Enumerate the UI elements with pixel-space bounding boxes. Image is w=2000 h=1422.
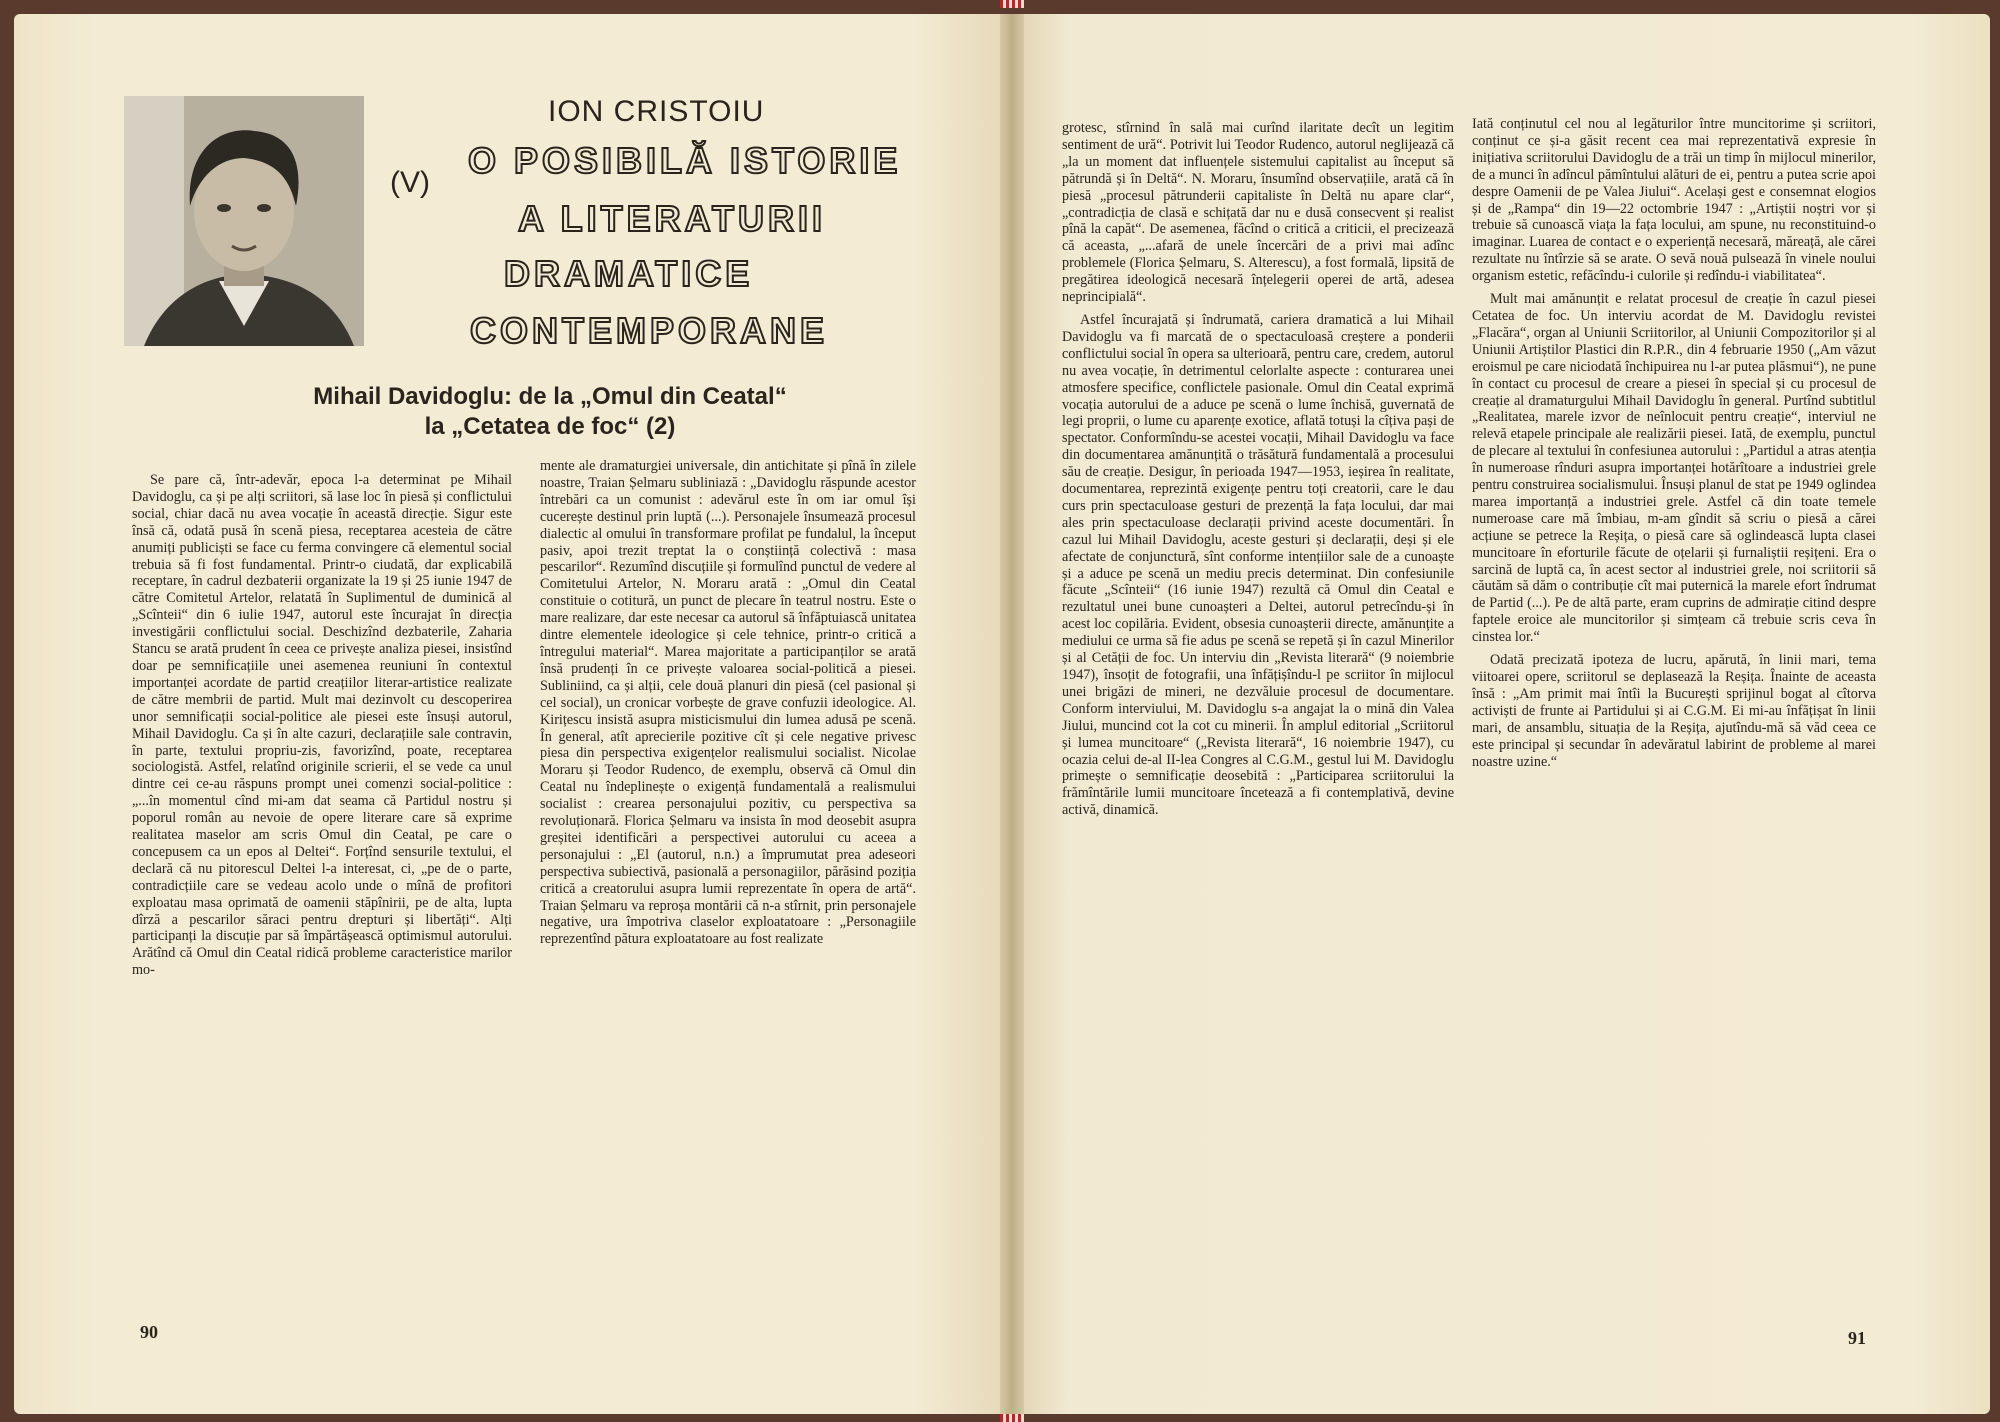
book-gutter	[1000, 14, 1024, 1414]
paragraph: Astfel încurajată și îndrumată, cariera dramatică a lui Mihail Davidoglu va fi marcată de o spectaculoasă creștere a ponderii conflictului social în opera sa ulterioară, pentru care, credem, autorul nu avea vocație, în detrimentul celorlalte aspecte : conturarea unei atmosfere specifice, conflictele pasionale. Omul din Ceatal exprimă vocația autorului de a aduce pe scenă o lume închisă, guvernată de legi proprii, o lume cu aparențe exotice, aflată totuși la cîțiva pași de spectator. Conformîndu-se acestei vocații, Mihail Davidoglu va face din documentarea amănunțită o trăsătură fundamentală a procesului său de creație. Desigur, în perioada 1947—1953, ieșirea în realitate, documentarea, reprezintă exigențe pentru toți creatorii, care le dau curs prin spectaculoase gesturi de prezență la fața locului, dar mai ales prin spectaculoase declarații privind aceste documentări. În cazul lui Mihail Davidoglu, aceste gesturi și declarații, deși și ele afectate de conjunctură, sînt conforme intențiilor sale de a cunoaște și a aduce pe scenă un mediu precis determinat. Din confesiunile făcute „Scînteii“ (16 iunie 1947) rezultă că Omul din Ceatal e rezultatul unei bune cunoașteri a Deltei, autorul petrecîndu-și în acest loc copilăria. Evident, obsesia cunoașterii directe, amănunțite a mediului ce urma să fie adus pe scenă se repetă și în cazul Minerilor și al Cetății de foc. Un interviu din „Revista literară“ (9 noiembrie 1947), însoțit de fotografii, una înfățișîndu-l pe scriitor în mijlocul unei brigăzi de mineri, ne dezvăluie procesul de documentare. Conform interviului, M. Davidoglu s-a angajat la o mină din Valea Jiului, muncind cot la cot cu minerii. În amplul editorial „Scriitorul și lumea muncitoare“ („Revista literară“, 16 noiembrie 1947), cu ocazia celui de-al II-lea Congres al C.G.M., gestul lui M. Davidoglu primește o semnificație deosebită : „Participarea scriitorului la frămîntările lumii muncitoare încetează a fi contemplativă, devine activă, dinamică.	[1062, 311, 1454, 819]
portrait-illustration	[124, 96, 364, 346]
binding-stitch-bottom	[1000, 1414, 1024, 1422]
page-number-left: 90	[140, 1322, 158, 1342]
paragraph: Se pare că, într-adevăr, epoca l-a determinat pe Mihail Davidoglu, ca și pe alți scriitori, să lase loc în piesă și conflictului social, chiar dacă nu avea vocație în această direcție. Sigur este însă că, odată pusă în scenă piesa, receptarea acesteia de către anumiți publiciști se face cu ferma convingere că elementul social trebuia să fi fost fundamental. Printr-o ciudată, dar explicabilă receptare, în cadrul dezbaterii organizate la 19 și 25 iunie 1947 de către Comitetul Artelor, relatată în Suplimentul de duminică al „Scînteii“ din 6 iulie 1947, autorul este încurajat în direcția investigării conflictului social. Deschizînd dezbaterile, Zaharia Stancu se arată prudent în ceea ce privește analiza piesei, insistînd doar pe semnificațiile unei asemenea reuniuni în contextul importanței acordate de partid creațiilor literar-artistice realizate de către membrii de partid. Mult mai dezinvolt cu descoperirea unor semnificații social-politice ale piesei este însuși autorul, Mihail Davidoglu. Ca și în alte cazuri, declarațiile sale contravin, în parte, textului propriu-zis, favorizînd, poate, receptarea sociologistă. Astfel, relatînd originile scrierii, el se vede ca unul dintre cei ce-au răspuns prompt unei comenzi social-politice : „...în momentul cînd mi-am dat seama că Partidul nostru și poporul român au nevoie de opere literare care să exprime realitatea maselor am scris Omul din Ceatal, pe care o concepusem ca un epos al Deltei“. Forțînd sensurile textului, el declară că nu pitorescul Deltei l-a interesat, ci, „pe de o parte, contradicțiile care se vedeau acolo unde o mînă de profitori exploatau masa oprimată de oamenii stăpînirii, pe de alta, lupta dîrză a pescarilor săraci pentru drepturi și libertăți“. Alți participanți la discuție par să împărtășească optimismul autorului. Arătînd că Omul din Ceatal ridică probleme caracteristice marilor mo-	[132, 472, 512, 979]
series-title-line-1: O POSIBILĂ ISTORIE	[468, 140, 902, 181]
paragraph: Mult mai amănunțit e relatat procesul de creație în cazul piesei Cetatea de foc. Un interviu acordat de M. Davidoglu revistei „Flacăra“, organ al Uniunii Scriitorilor, al Uniunii Compozitorilor și al Uniunii Artiștilor Plastici din R.P.R., din 4 februarie 1950 („Am văzut eroismul pe care niciodată închipuirea nu l-ar putea plăsmui“), ne pune în contact cu procesul de creare a piesei în special și cu procesul de creație al dramaturgului Mihail Davidoglu în general. Purtînd subtitlul „Realitatea, marele izvor de neînlocuit pentru creație“, interviul ne relevă etapele principale ale realizării piesei. Iată, de exemplu, punctul de plecare al textului în confesiunea autorului : „Partidul a atras atenția în numeroase rînduri asupra importanței hotărîtoare a industriei grele pentru construirea socialismului. Însuși planul de stat pe 1949 oglindea marea importanță a industriei grele. Astfel că din toate temele numeroase care mă îmbiau, m-am gîndit să scriu o piesă a cărei acțiune se petrece la Reșița, o piesă care să oglindească lupta clasei muncitoare în eforturile făcute de oțelarii și furnaliștii reșițeni. Era o sarcină de luptă ca, în acest sector al industriei grele, noi scriitorii să căutăm să dăm o contribuție cît mai puternică la marele efort îndrumat de Partid (...). Pe de altă parte, eram cuprins de admirație citind despre faptele eroice ale muncitorilor și simțeam că trebuie scris ceva în cinstea lor.“	[1472, 291, 1876, 646]
series-title-line-4: CONTEMPORANE	[470, 310, 829, 351]
article-subtitle-line-2: la „Cetatea de foc“ (2)	[424, 413, 676, 440]
paragraph: Odată precizată ipoteza de lucru, apărută, în linii mari, tema viitoarei opere, scriitorul se deplasează la Reșița. Înainte de aceasta însă : „Am primit mai întîi la București sprijinul bogat al cîtorva activiști de frunte ai Partidului și ai C.G.M. Ei mi-au înfățișat în linii mari, de ansamblu, situația de la Reșița, ajutîndu-mă să văd ceea ce este principal și secundar în adevăratul labirint de probleme al marei noastre uzine.“	[1472, 652, 1876, 770]
author-photo	[124, 96, 364, 346]
series-title-line-3: DRAMATICE	[504, 253, 754, 294]
page-number-right: 91	[1848, 1328, 1866, 1348]
author-name: ION CRISTOIU	[548, 95, 765, 128]
paragraph: mente ale dramaturgiei universale, din antichitate și pînă în zilele noastre, Traian Șelmaru subliniază : „Davidoglu răspunde acestor întrebări ca un comunist : adevărul este în om iar omul își cucerește destinul prin luptă (...). Personajele însumează procesul dialectic al omului în transformare profilat pe fundalul, la început pasiv, apoi trezit treptat la o conștiință colectivă : masa pescarilor“. Rezumînd discuțiile și formulînd punctul de vedere al Comitetului Artelor, N. Moraru arată : „Omul din Ceatal constituie o cotitură, un punct de plecare în teatrul nostru. Este o mare realizare, dar este necesar ca autorul să înfăptuiască unitatea dintre elementele ideologice și cele tehnice, printr-o critică a întregului material“. Marea majoritate a participanților se arată însă prudenți în ce privește valoarea social-politică a piesei. Subliniind, ca și alții, cele două planuri din piesă (cel pasional și cel social), un cronicar vorbește de grave confuzii ideologice. Al. Kirițescu insistă asupra misticismului din lumea adusă pe scenă. În general, atît aprecierile pozitive cît și cele negative privesc piesa din perspectiva exigențelor realismului socialist. Nicolae Moraru și Teodor Rudenco, de exemplu, observă că Omul din Ceatal nu îndeplinește o exigență fundamentală a realismului socialist : crearea personajului pozitiv, cu perspectiva sa revoluționară. Florica Șelmaru va insista în mod deosebit asupra greșitei identificări a perspectivei autorului cu aceea a personajului : „El (autorul, n.n.) a împrumutat prea adeseori perspectiva subiectivă, pasională a personagiilor, părăsind poziția critică a creatorului asupra lumii reprezentate în opera de artă“. Traian Șelmaru va reproșa montării că n-a stîrnit, prin personajele negative, ura împotriva claselor exploatatoare : „Personagiile reprezentînd pătura exploatatoare au fost realizate	[540, 458, 916, 948]
text-column-2	[540, 458, 916, 1300]
series-title-line-2: A LITERATURII	[518, 198, 826, 239]
binding-stitch-top	[1000, 0, 1024, 8]
article-subtitle-line-1: Mihail Davidoglu: de la „Omul din Ceatal“	[313, 383, 787, 410]
part-label: (V)	[390, 166, 430, 199]
text-column-3	[1062, 120, 1454, 1310]
paragraph: Iată conținutul cel nou al legăturilor între muncitorime și scriitori, conținut ce și-a găsit recent cea mai reprezentativă expresie în inițiativa scriitorului Davidoglu de a trăi un timp în mijlocul minerilor, de a munci în adîncul pămîntului alături de ei, pentru a putea scrie apoi despre Oamenii de pe Valea Jiului“. Același gest e consemnat elogios și de „Rampa“ din 19—22 octombrie 1947 : „Artiștii noștri vor și trebuie să cunoască viața la fața locului, am spune, nu reconstituind-o imaginar. Luarea de contact e o experiență necesară, măreață, ale cărei rezultate nu întîrzie să se arate. O sevă nouă pulsează în vinele noului organism estetic, refăcîndu-i culorile și redîndu-i viabilitatea“.	[1472, 116, 1876, 285]
text-column-4	[1472, 116, 1876, 1308]
text-column-1	[132, 472, 512, 1300]
paragraph: grotesc, stîrnind în sală mai curînd ilaritate decît un legitim sentiment de ură“. Potrivit lui Teodor Rudenco, autorul neglijează că „la un moment dat influențele sistemului capitalist au început să pătrundă și în Deltă“. N. Moraru, însumînd observațiile, arată că în piesă „procesul pătrunderii capitaliste în Deltă nu apare clar“, „contradicția de clasă e schițată dar nu e dusă consecvent și realist pînă la capăt“. De asemenea, făcînd o critică a criticii, el precizează că aceasta, „...afară de unele încercări de a privi mai adînc problemele (Florica Șelmaru, S. Alterescu), a fost formală, lipsită de pregătirea ideologică necesară înțelegerii operei de artă, adesea neprincipială“.	[1062, 120, 1454, 306]
